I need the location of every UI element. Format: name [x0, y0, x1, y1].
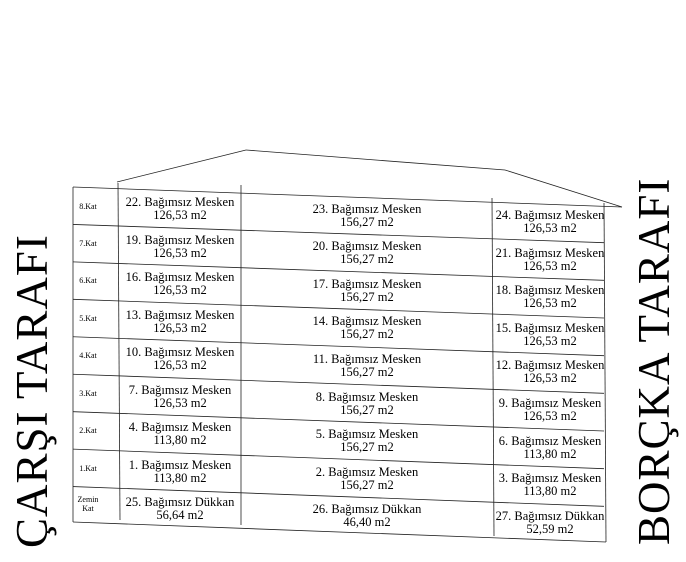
unit-area: 113,80 m2 — [153, 470, 207, 485]
unit-area: 156,27 m2 — [340, 289, 394, 304]
unit-name: 2. Bağımsız Mesken — [315, 464, 419, 479]
unit-name: 16. Bağımsız Mesken — [125, 270, 235, 285]
unit-area: 156,27 m2 — [340, 252, 394, 267]
unit-area: 56,64 m2 — [156, 508, 204, 523]
unit-name: 18. Bağımsız Mesken — [495, 283, 605, 298]
unit-name: 14. Bağımsız Mesken — [312, 314, 422, 329]
unit-area: 113,80 m2 — [153, 433, 207, 448]
unit-area: 126,53 m2 — [523, 220, 577, 235]
unit-cell — [494, 435, 606, 461]
unit-area: 156,27 m2 — [340, 327, 394, 342]
unit-cell — [242, 391, 492, 417]
unit-cell — [494, 397, 606, 423]
unit-cell — [118, 346, 242, 372]
unit-cell — [494, 510, 606, 536]
unit-name: 26. Bağımsız Dükkan — [312, 502, 422, 517]
unit-area: 126,53 m2 — [523, 371, 577, 386]
unit-cell — [494, 209, 606, 235]
unit-cell — [494, 247, 606, 273]
floor-label: Zemin Kat — [77, 494, 99, 513]
unit-cell — [118, 384, 242, 410]
unit-name: 21. Bağımsız Mesken — [495, 245, 605, 260]
unit-area: 46,40 m2 — [343, 515, 391, 530]
roof-left-line — [117, 150, 246, 182]
unit-area: 156,27 m2 — [340, 402, 394, 417]
unit-cell — [118, 309, 242, 335]
floor-label: 7.Kat — [79, 239, 97, 249]
floor-label: 1.Kat — [79, 463, 97, 473]
unit-name: 17. Bağımsız Mesken — [312, 276, 422, 291]
unit-name: 13. Bağımsız Mesken — [125, 307, 235, 322]
unit-cell — [242, 240, 492, 266]
floor-label: 5.Kat — [79, 313, 97, 323]
unit-cell — [494, 359, 606, 385]
floor-label: 8.Kat — [79, 201, 97, 211]
roof-top-line — [246, 150, 505, 170]
unit-area: 126,53 m2 — [153, 283, 207, 298]
unit-cell — [242, 503, 492, 529]
unit-area: 126,53 m2 — [153, 245, 207, 260]
unit-area: 126,53 m2 — [153, 358, 207, 373]
unit-name: 5. Bağımsız Mesken — [315, 427, 419, 442]
unit-cell — [242, 353, 492, 379]
roof-right-line — [505, 170, 622, 207]
unit-name: 15. Bağımsız Mesken — [495, 320, 605, 335]
unit-area: 126,53 m2 — [153, 395, 207, 410]
unit-cell — [118, 196, 242, 222]
unit-cell — [118, 234, 242, 260]
floor-label: 4.Kat — [79, 351, 97, 361]
unit-area: 156,27 m2 — [340, 477, 394, 492]
unit-cell — [118, 496, 242, 522]
unit-area: 126,53 m2 — [153, 320, 207, 335]
unit-area: 126,53 m2 — [523, 258, 577, 273]
unit-name: 4. Bağımsız Mesken — [128, 420, 232, 435]
unit-name: 12. Bağımsız Mesken — [495, 358, 605, 373]
unit-name: 10. Bağımsız Mesken — [125, 345, 235, 360]
left-side-label: ÇARŞI TARAFI — [7, 234, 57, 548]
unit-name: 25. Bağımsız Dükkan — [125, 495, 235, 510]
unit-name: 7. Bağımsız Mesken — [128, 382, 232, 397]
floor-label: 6.Kat — [79, 276, 97, 286]
unit-name: 8. Bağımsız Mesken — [315, 389, 419, 404]
unit-name: 1. Bağımsız Mesken — [128, 457, 232, 472]
unit-area: 52,59 m2 — [526, 522, 574, 537]
unit-name: 9. Bağımsız Mesken — [498, 396, 602, 411]
right-side-label: BORÇKA TARAFI — [629, 177, 679, 545]
unit-cell — [242, 315, 492, 341]
unit-area: 126,53 m2 — [523, 409, 577, 424]
unit-area: 126,53 m2 — [523, 296, 577, 311]
unit-name: 22. Bağımsız Mesken — [125, 195, 235, 210]
unit-cell — [242, 466, 492, 492]
floor-label: 2.Kat — [79, 426, 97, 436]
unit-area: 126,53 m2 — [523, 333, 577, 348]
unit-cell — [242, 428, 492, 454]
unit-name: 24. Bağımsız Mesken — [495, 207, 605, 222]
unit-area: 113,80 m2 — [523, 484, 577, 499]
unit-area: 156,27 m2 — [340, 364, 394, 379]
unit-cell — [118, 459, 242, 485]
unit-name: 3. Bağımsız Mesken — [498, 471, 602, 486]
unit-name: 6. Bağımsız Mesken — [498, 433, 602, 448]
unit-cell — [494, 322, 606, 348]
unit-cell — [494, 284, 606, 310]
unit-area: 156,27 m2 — [340, 440, 394, 455]
floor-label: 3.Kat — [79, 388, 97, 398]
unit-name: 11. Bağımsız Mesken — [312, 351, 422, 366]
unit-cell — [242, 278, 492, 304]
unit-cell — [242, 203, 492, 229]
unit-area: 156,27 m2 — [340, 214, 394, 229]
unit-name: 23. Bağımsız Mesken — [312, 201, 422, 216]
unit-cell — [494, 472, 606, 498]
unit-name: 27. Bağımsız Dükkan — [495, 509, 605, 524]
unit-area: 126,53 m2 — [153, 208, 207, 223]
unit-name: 20. Bağımsız Mesken — [312, 239, 422, 254]
unit-cell — [118, 271, 242, 297]
unit-name: 19. Bağımsız Mesken — [125, 232, 235, 247]
unit-cell — [118, 421, 242, 447]
unit-area: 113,80 m2 — [523, 446, 577, 461]
